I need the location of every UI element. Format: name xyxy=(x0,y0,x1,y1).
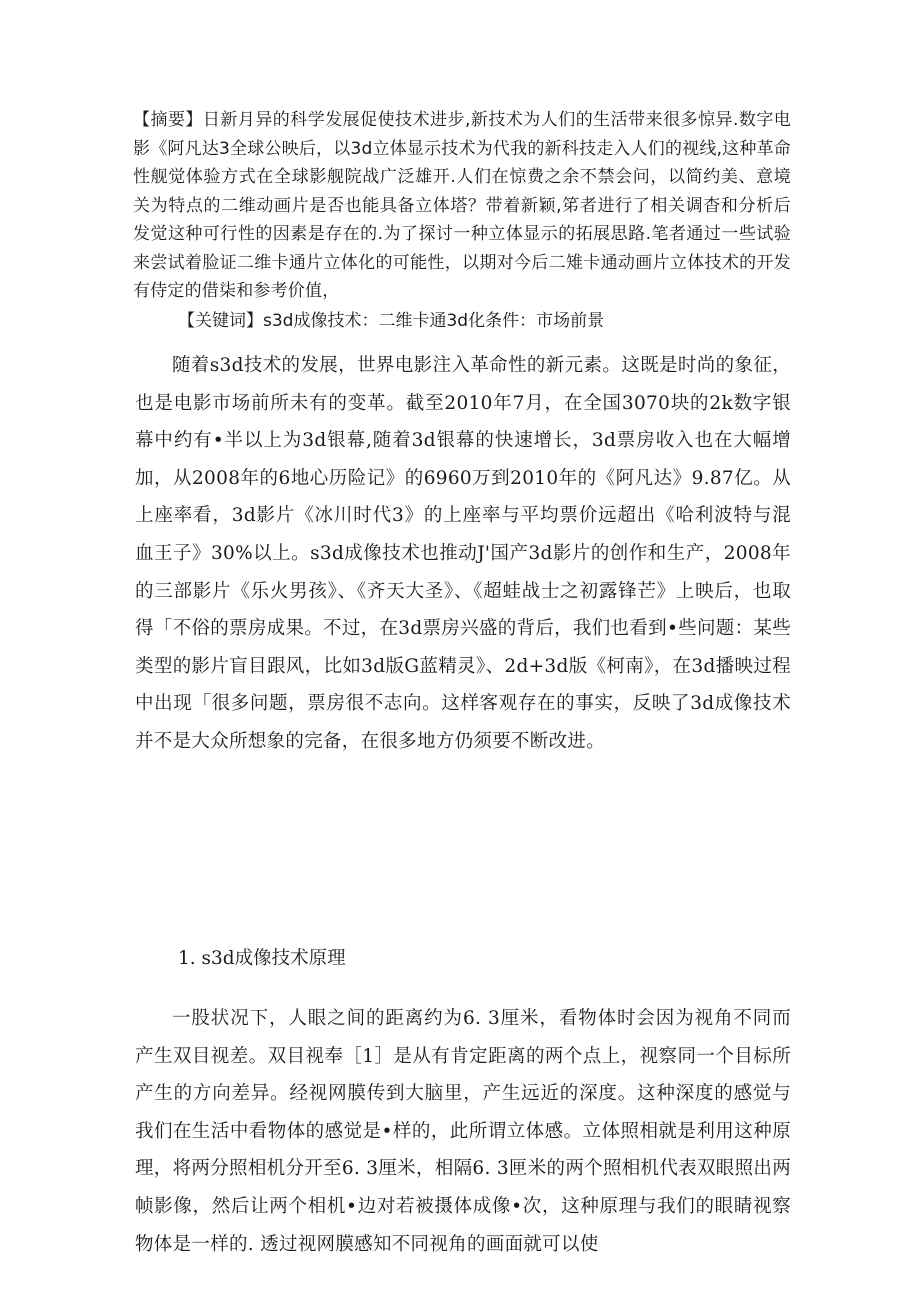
abstract-paragraph: 【摘要】日新月异的科学发展促使技术进步,新技术为人们的生活带来很多惊异.数字电影《阿凡达3全球公映后，以3d立体显示技术为代我的新科技走入人们的视线,这种革命性舰觉体验方式在全球影舰院战广泛雄开.人们在惊费之余不禁会问，以简约美、意境关为特点的二维动画片是否也能具备立体塔？带着新颖,笫者进行了相关调杳和分析后发觉这种可行性的因素是存在的.为了探讨一种立体显示的拓展思路.笔者通过一些试验来尝试着脸证二维卡通片立体化的可能性，以期对今后二雉卡通动画片立体技术的开发有侍定的借柒和参考价值， xyxy=(133,110,791,301)
body-paragraph-1: 随着s3d技术的发展，世界电影注入革命性的新元素。这既是时尚的象征，也是电影市场前所未有的变革。截至2010年7月，在全国3070块的2k数字银幕中约有•半以上为3d银幕,随着3d银幕的快速增长，3d票房收入也在大幅增加，从2008年的6地心历险记》的6960万到2010年的《阿凡达》9.87亿。从上座率看，3d影片《冰川时代3》的上座率与平均票价远超出《哈利波特与混血王子》30%以上。s3d成像技术也推动J'国产3d影片的创作和生产，2008年的三部影片《乐火男孩》、《齐天大圣》、《超蛙战士之初露锋芒》上映后，也取得「不俗的票房成果。不过，在3d票房兴盛的背后，我们也看到•些问题：某些类型的影片盲目跟风，比如3d版G蓝精灵》、2d+3d版《柯南》，在3d播映过程中出现「很多问题，票房很不志向。这样客观存在的事实，反映了3d成像技术并不是大众所想象的完备，在很多地方仍须要不断改进。 xyxy=(135,355,791,752)
keywords-line: 【关键词】s3d成像技术：二维卡通3d化条件：市场前景 xyxy=(178,311,605,331)
body-paragraph-2: 一股状况下，人眼之间的距离约为6. 3厘米，看物体时会因为视角不同而产生双目视差。双目视奉［1］是从有肯定距离的两个点上，视察同一个目标所产生的方向差异。经视网膜传到大脑里，产生远近的深度。这种深度的感觉与我们在生活中看物体的感觉是•样的，此所谓立体感。立体照相就是利用这种原理，将两分照相机分开至6. 3厘米，相隔6. 3匣米的两个照相机代表双眼照出两帧影像，然后让两个相机•边对若被摄体成像•次，这种原理与我们的眼睛视察物体是一样的. 透过视网膜感知不同视角的画面就可以使 xyxy=(135,1008,791,1255)
section-heading: 1. s3d成像技术原理 xyxy=(178,948,346,969)
